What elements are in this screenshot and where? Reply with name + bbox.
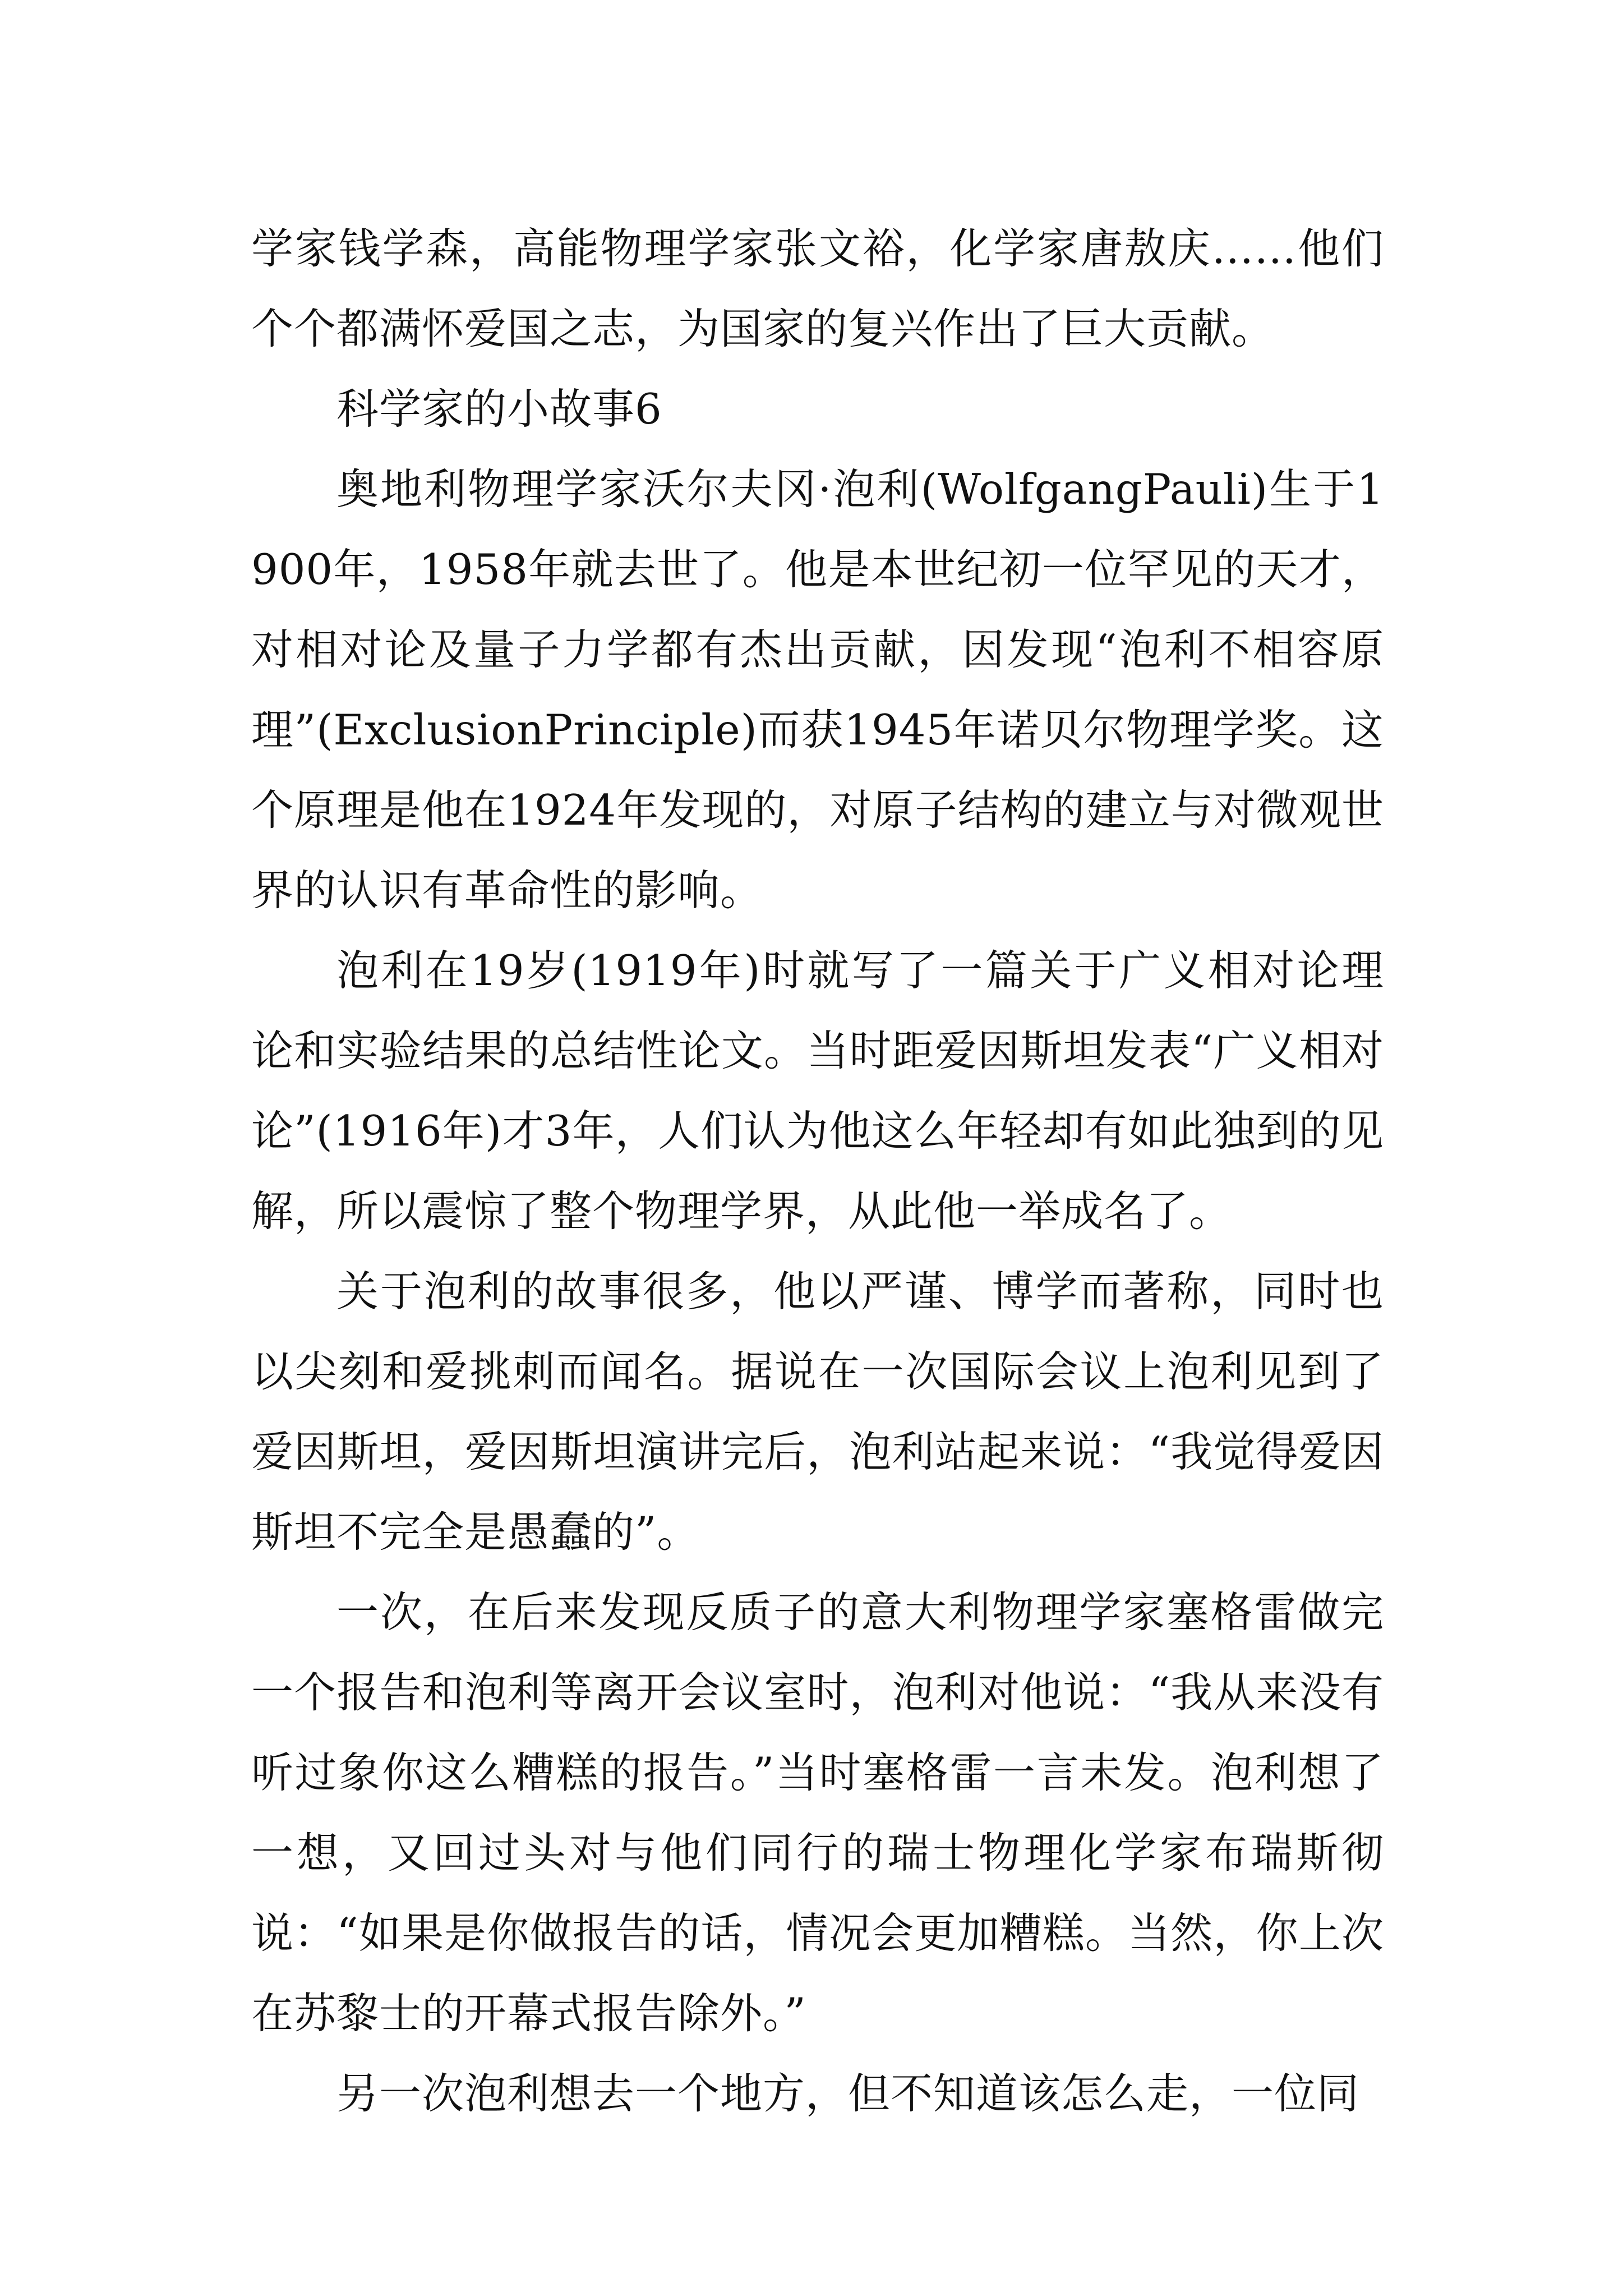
section-heading: 科学家的小故事6 bbox=[336, 384, 662, 434]
paragraph-pauli-segre-story: 一次，在后来发现反质子的意大利物理学家塞格雷做完一个报告和泡利等离开会议室时，泡利对他说：“我从来没有听过象你这么糟糕的报告。”当时塞格雷一言未发。泡利想了一想，又回过头对与他们同行的瑞士物理化学家布瑞斯彻说：“如果是你做报告的话，情况会更加糟糕。当然，你上次在苏黎士的开幕式报告除外。” bbox=[251, 1588, 1384, 2038]
paragraph-pauli-anecdotes: 关于泡利的故事很多，他以严谨、博学而著称，同时也以尖刻和爱挑刺而闻名。据说在一次国际会议上泡利见到了爱因斯坦，爱因斯坦演讲完后，泡利站起来说：“我觉得爱因斯坦不完全是愚蠢的”。 bbox=[251, 1267, 1384, 1557]
paragraph-pauli-directions-story: 另一次泡利想去一个地方，但不知道该怎么走，一位同 bbox=[336, 2069, 1360, 2118]
paragraph-continuation: 学家钱学森，高能物理学家张文裕，化学家唐敖庆……他们个个都满怀爱国之志，为国家的复兴作出了巨大贡献。 bbox=[251, 224, 1384, 353]
paragraph-pauli-early-paper: 泡利在19岁(1919年)时就写了一篇关于广义相对论理论和实验结果的总结性论文。当时距爱因斯坦发表“广义相对论”(1916年)才3年，人们认为他这么年轻却有如此独到的见解，所以震惊了整个物理学界，从此他一举成名了。 bbox=[251, 946, 1384, 1236]
paragraph-pauli-intro: 奥地利物理学家沃尔夫冈·泡利(WolfgangPauli)生于1900年，1958年就去世了。他是本世纪初一位罕见的天才，对相对论及量子力学都有杰出贡献，因发现“泡利不相容原理”(ExclusionPrinciple)而获1945年诺贝尔物理学奖。这个原理是他在1924年发现的，对原子结构的建立与对微观世界的认识有革命性的影响。 bbox=[251, 464, 1384, 915]
document-body bbox=[251, 209, 1384, 2134]
